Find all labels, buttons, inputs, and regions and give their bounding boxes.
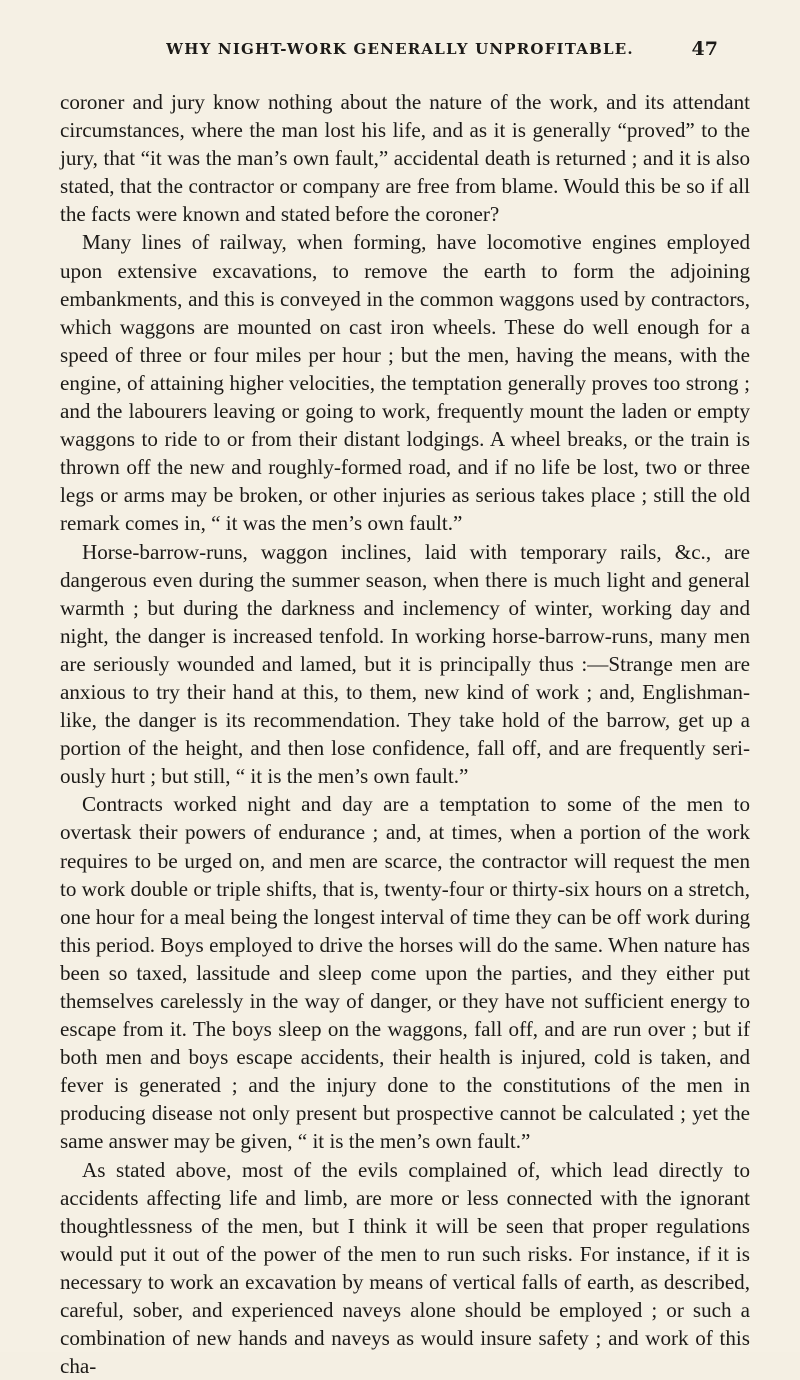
page-number: 47	[691, 38, 718, 60]
body-text	[60, 88, 750, 1380]
paragraph-evils-complained: As stated above, most of the evils complained of, which lead directly to accidents affecting life and limb, are more or less connected with the ignorant thoughtlessness of the men, but I think it will be seen that proper regulations would put it out of the power of the men to run such risks. For instance, if it is necessary to work an excavation by means of vertical falls of earth, as described, careful, sober, and experienced naveys alone should be employed ; or such a combination of new hands and naveys as would insure safety ; and work of this cha-	[60, 1157, 750, 1379]
paragraph-contracts-night-day: Contracts worked night and day are a temptation to some of the men to overtask their powers of endurance ; and, at times, when a portion of the work requires to be urged on, and men are scarce, the contractor will request the men to work double or triple shifts, that is, twenty-four or thirty-six hours on a stretch, one hour for a meal being the longest interval of time they can be off work during this period. Boys employed to drive the horses will do the same. When nature has been so taxed, lassitude and sleep come upon the parties, and they either put themselves carelessly in the way of danger, or they have not sufficient energy to escape from it. The boys sleep on the waggons, fall off, and are run over ; but if both men and boys escape accidents, their health is injured, cold is taken, and fever is generated ; and the injury done to the constitutions of the men in producing disease not only present but prospective cannot be calculated ; yet the same answer may be given, “ it is the men’s own fault.”	[60, 792, 750, 1154]
running-head: WHY NIGHT-WORK GENERALLY UNPROFITABLE.	[166, 40, 634, 58]
page-header	[0, 40, 800, 60]
paragraph-horse-barrow-runs: Horse-barrow-runs, waggon inclines, laid with temporary rails, &c., are dangerous even during the summer season, when there is much light and general warmth ; but during the darkness and inclemency of winter, working day and night, the danger is increased tenfold. In working horse-barrow-runs, many men are seriously wounded and lamed, but it is principally thus :—Strange men are anxious to try their hand at this, to them, new kind of work ; and, Englishman-like, the danger is its recommendation. They take hold of the barrow, get up a portion of the height, and then lose confidence, fall off, and are frequently seriously hurt ; but still, “ it is the men’s own fault.”	[60, 539, 750, 789]
paragraph-railway-waggons: Many lines of railway, when forming, have locomotive engines employed upon extensive excavations, to remove the earth to form the adjoining embankments, and this is conveyed in the common waggons used by contractors, which waggons are mounted on cast iron wheels. These do well enough for a speed of three or four miles per hour ; but the men, having the means, with the engine, of attaining higher velocities, the temptation generally proves too strong ; and the labourers leaving or going to work, frequently mount the laden or empty waggons to ride to or from their distant lodgings. A wheel breaks, or the train is thrown off the new and roughly-formed road, and if no life be lost, two or three legs or arms may be broken, or other injuries as serious takes place ; still the old remark comes in, “ it was the men’s own fault.”	[60, 230, 750, 536]
paragraph-continuation: coroner and jury know nothing about the nature of the work, and its attendant circumstances, where the man lost his life, and as it is generally “proved” to the jury, that “it was the man’s own fault,” accidental death is returned ; and it is also stated, that the contractor or company are free from blame. Would this be so if all the facts were known and stated before the coroner?	[60, 90, 750, 227]
